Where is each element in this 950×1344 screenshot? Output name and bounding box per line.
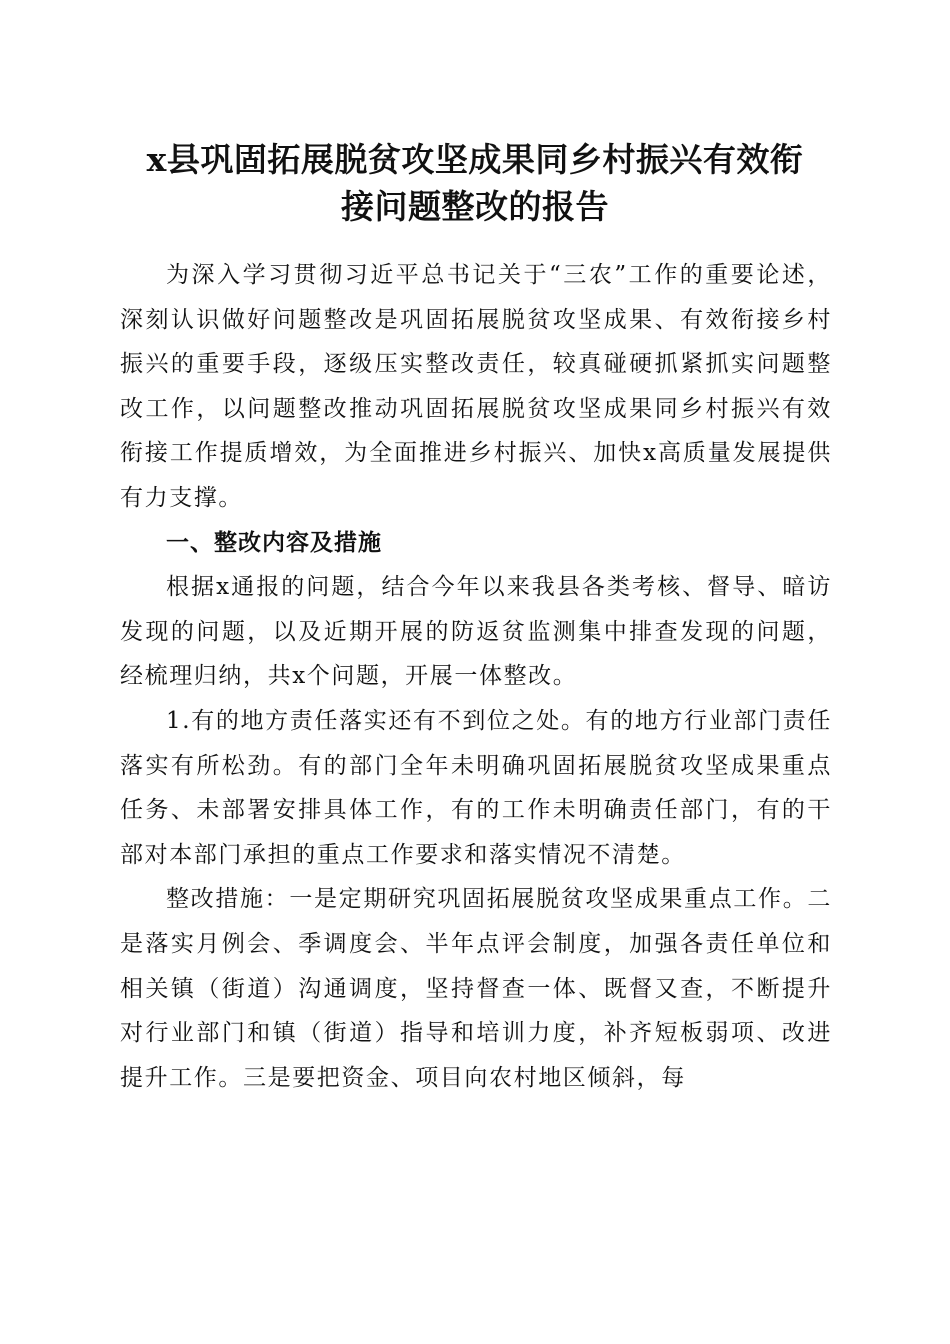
section-intro-paragraph: 根据x通报的问题，结合今年以来我县各类考核、督导、暗访发现的问题，以及近期开展的防返贫监测集中排查发现的问题，经梳理归纳，共x个问题，开展一体整改。: [120, 574, 832, 690]
title-line-1: x县巩固拓展脱贫攻坚成果同乡村振兴有效衔: [146, 140, 804, 179]
measures-paragraph: 整改措施：一是定期研究巩固拓展脱贫攻坚成果重点工作。二是落实月例会、季调度会、半年点评会制度，加强各责任单位和相关镇（街道）沟通调度，坚持督查一体、既督又查，不断提升对行业部门和镇（街道）指导和培训力度，补齐短板弱项、改进提升工作。三是要把资金、项目向农村地区倾斜，每: [120, 886, 832, 1091]
document-body: [120, 253, 832, 1100]
issue-item-paragraph: 1.有的地方责任落实还有不到位之处。有的地方行业部门责任落实有所松劲。有的部门全年未明确巩固拓展脱贫攻坚成果重点任务、未部署安排具体工作，有的工作未明确责任部门，有的干部对本部门承担的重点工作要求和落实情况不清楚。: [120, 707, 832, 868]
document-title: [100, 136, 850, 230]
intro-paragraph: 为深入学习贯彻习近平总书记关于“三农”工作的重要论述，深刻认识做好问题整改是巩固拓展脱贫攻坚成果、有效衔接乡村振兴的重要手段，逐级压实整改责任，较真碰硬抓紧抓实问题整改工作，以问题整改推动巩固拓展脱贫攻坚成果同乡村振兴有效衔接工作提质增效，为全面推进乡村振兴、加快x高质量发展提供有力支撑。: [120, 262, 832, 511]
section-heading: 一、整改内容及措施: [166, 529, 382, 556]
title-line-2: 接问题整改的报告: [341, 187, 609, 226]
